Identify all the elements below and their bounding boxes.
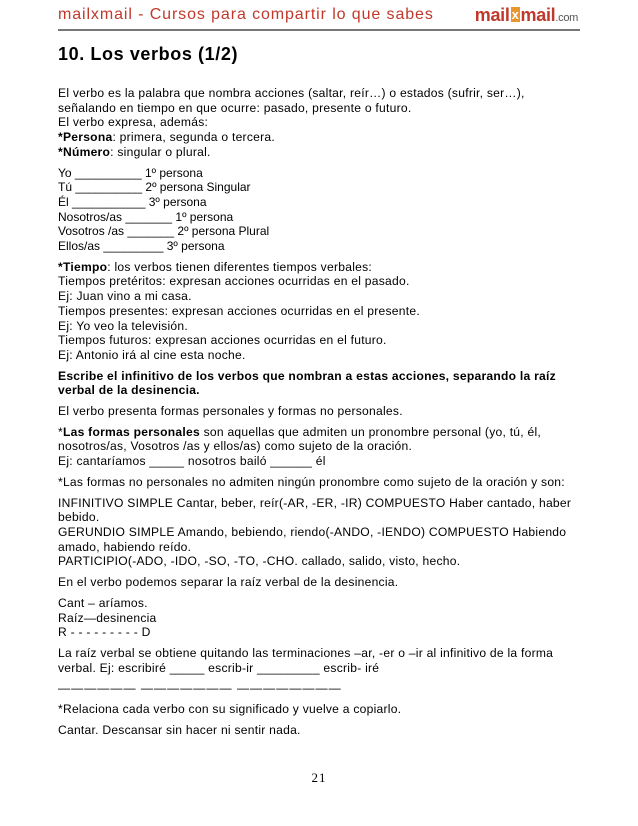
instruction-text: Escribe el infinitivo de los verbos que nombran a estas acciones, separando la raíz verbal de la desinencia. bbox=[58, 368, 556, 398]
tiempo-line: Tiempos presentes: expresan acciones ocurridas en el presente. bbox=[58, 303, 420, 318]
logo-x: x bbox=[511, 7, 519, 22]
raiz-text: Raíz—desinencia bbox=[58, 610, 157, 625]
tiempo-line: Tiempos pretéritos: expresan acciones ocurridas en el pasado. bbox=[58, 274, 410, 289]
rd-text: R - - - - - - - - - D bbox=[58, 625, 151, 640]
logo-part-2: mail bbox=[520, 5, 556, 25]
tiempo-line: Ej: Yo veo la televisión. bbox=[58, 318, 188, 333]
cant-paragraph bbox=[58, 596, 580, 640]
separar-paragraph: En el verbo podemos separar la raíz verbal de la desinencia. bbox=[58, 575, 399, 590]
tiempo-line: Ej: Juan vino a mi casa. bbox=[58, 289, 192, 304]
header-rule bbox=[58, 29, 580, 31]
tiempo-label: *Tiempo bbox=[58, 259, 108, 274]
formas-paragraph: El verbo presenta formas personales y formas no personales. bbox=[58, 404, 403, 419]
person-row: Nosotros/as _______ 1º persona bbox=[58, 209, 234, 224]
mailxmail-logo bbox=[475, 5, 578, 26]
logo-tld: .com bbox=[555, 12, 578, 24]
verb-forms-paragraph bbox=[58, 496, 580, 570]
cant-text: Cant – aríamos. bbox=[58, 595, 148, 610]
person-row: Vosotros /as _______ 2º persona Plural bbox=[58, 224, 270, 239]
site-title: mailxmail - Cursos para compartir lo que sabes bbox=[58, 6, 434, 23]
gerundio-text: GERUNDIO SIMPLE Amando, bebiendo, riendo(-ANDO, -IENDO) COMPUESTO Habiendo amado, habiendo reído. bbox=[58, 524, 567, 554]
person-row: Yo __________ 1º persona bbox=[58, 165, 203, 180]
formas-personales-paragraph bbox=[58, 425, 580, 469]
intro-text-2: El verbo expresa, además: bbox=[58, 115, 209, 130]
fp-text: son aquellas que admiten un pronombre personal (yo, tú, él, nosotros/as, Vosotros /as y ellos/as) como sujeto de la oración. bbox=[58, 424, 542, 454]
formas-no-personales-paragraph: *Las formas no personales no admiten ningún pronombre como sujeto de la oración y son: bbox=[58, 474, 565, 489]
numero-text: : singular o plural. bbox=[110, 144, 211, 159]
terminaciones-paragraph: La raíz verbal se obtiene quitando las terminaciones –ar, -er o –ir al infinitivo de la forma verbal. Ej: escribiré _____ escrib-ir _________ escrib- iré bbox=[58, 645, 554, 675]
persons-list bbox=[58, 166, 580, 254]
numero-label: *Número bbox=[58, 144, 111, 159]
fp-label: Las formas personales bbox=[62, 424, 200, 439]
person-row: Él ___________ 3º persona bbox=[58, 194, 207, 209]
intro-paragraph bbox=[58, 86, 580, 160]
person-row: Tú __________ 2º persona Singular bbox=[58, 180, 251, 195]
tiempo-line: Ej: Antonio irá al cine esta noche. bbox=[58, 347, 246, 362]
fp-prefix: * bbox=[58, 424, 63, 439]
tiempo-paragraph bbox=[58, 260, 580, 363]
person-row: Ellos/as _________ 3º persona bbox=[58, 239, 225, 254]
persona-text: : primera, segunda o tercera. bbox=[112, 130, 275, 145]
fp-example: Ej: cantaríamos _____ nosotros bailó ______ él bbox=[58, 454, 326, 469]
participio-text: PARTICIPIO(-ADO, -IDO, -SO, -TO, -CHO. callado, salido, visto, hecho. bbox=[58, 554, 461, 569]
intro-text-1: El verbo es la palabra que nombra acciones (saltar, reír…) o estados (sufrir, ser…), señalando en tiempo en que ocurre: pasado, presente o futuro. bbox=[58, 86, 525, 115]
tiempo-text: : los verbos tienen diferentes tiempos verbales: bbox=[107, 259, 373, 274]
page-number: 21 bbox=[311, 770, 327, 785]
tiempo-line: Tiempos futuros: expresan acciones ocurridas en el futuro. bbox=[58, 333, 387, 348]
page-header bbox=[58, 6, 580, 29]
relaciona-paragraph: *Relaciona cada verbo con su significado y vuelve a copiarlo. bbox=[58, 702, 402, 717]
persona-label: *Persona bbox=[58, 130, 113, 145]
cantar-paragraph: Cantar. Descansar sin hacer ni sentir nada. bbox=[58, 722, 301, 737]
instruction-paragraph bbox=[58, 369, 580, 398]
infinitivo-text: INFINITIVO SIMPLE Cantar, beber, reír(-AR, -ER, -IR) COMPUESTO Haber cantado, haber bebido. bbox=[58, 495, 572, 525]
dashes-line: —————— ——————— ———————— bbox=[58, 681, 342, 696]
logo-part-1: mail bbox=[474, 5, 510, 25]
document-body bbox=[58, 86, 580, 743]
page-title: 10. Los verbos (1/2) bbox=[58, 44, 239, 64]
